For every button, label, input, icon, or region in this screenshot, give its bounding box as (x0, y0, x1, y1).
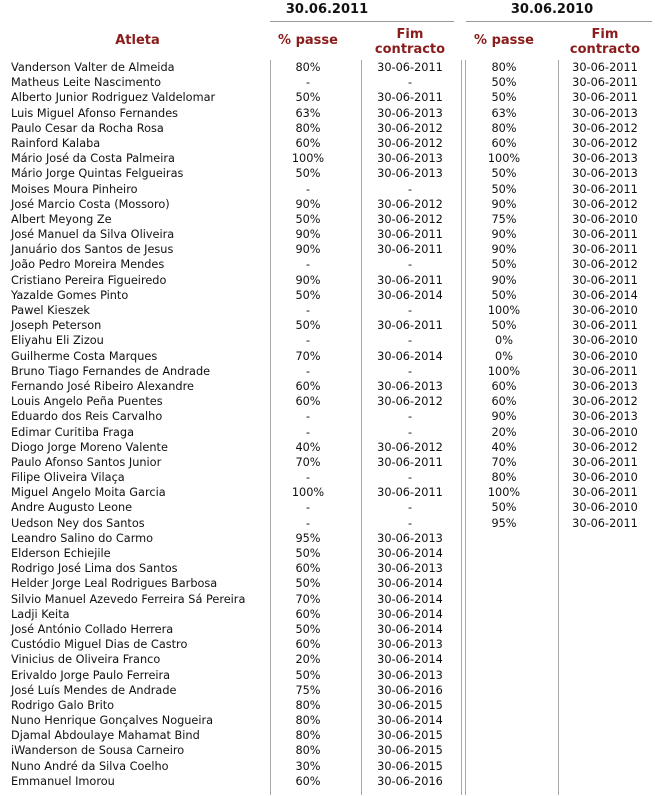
fim-2011-cell: 30-06-2013 (377, 638, 443, 652)
fim-2011-cell: 30-06-2012 (377, 395, 443, 409)
pct-2011-cell: 95% (295, 531, 321, 545)
pct-2011-cell: - (305, 304, 311, 317)
pct-2010-cell: 40% (491, 440, 517, 454)
fim-2011-cell: 30-06-2011 (377, 486, 443, 500)
athlete-name: Custódio Miguel Dias de Castro (11, 638, 188, 652)
table-row (0, 394, 655, 409)
pct-2011-cell: 90% (295, 273, 321, 287)
athlete-name: Rodrigo Galo Brito (11, 698, 115, 712)
table-row (0, 90, 655, 105)
pct-2011-cell: 90% (295, 197, 321, 211)
pct-2011-cell: 90% (295, 228, 321, 242)
table-row (0, 546, 655, 561)
period-2010-underline (466, 21, 652, 22)
fim-2011-cell: 30-06-2014 (377, 577, 443, 591)
pct-2010-cell: 50% (491, 167, 517, 181)
athlete-name: José António Collado Herrera (11, 622, 174, 636)
athlete-name: Erivaldo Jorge Paulo Ferreira (11, 668, 171, 682)
athlete-name: Paulo Cesar da Rocha Rosa (11, 121, 164, 135)
pct-2011-cell: 50% (295, 577, 321, 591)
athlete-name: Cristiano Pereira Figueiredo (11, 273, 167, 287)
fim-2010-cell: 30-06-2010 (572, 471, 638, 485)
table-row (0, 607, 655, 622)
athlete-name: José Luís Mendes de Andrade (11, 683, 177, 697)
table-row (0, 349, 655, 364)
fim-2011-cell: 30-06-2014 (377, 607, 443, 621)
period-2010-heading: 30.06.2010 (510, 2, 594, 17)
fim-2010-cell: 30-06-2011 (572, 76, 638, 90)
fim-2011-cell: 30-06-2015 (377, 759, 443, 773)
table-row (0, 409, 655, 424)
fim-2010-cell: 30-06-2012 (572, 440, 638, 454)
fim-2011-cell: 30-06-2014 (377, 622, 443, 636)
pct-2010-cell: 100% (487, 486, 521, 500)
pct-2010-cell: 63% (491, 106, 517, 120)
fim-2010-cell: 30-06-2013 (572, 379, 638, 393)
fim-2011-cell: - (407, 410, 413, 424)
table-row (0, 60, 655, 75)
fim-2010-cell: 30-06-2012 (572, 121, 638, 135)
athlete-name: Eduardo dos Reis Carvalho (11, 410, 163, 424)
table-row (0, 106, 655, 121)
fim-2011-cell: 30-06-2014 (377, 592, 443, 606)
fim-2010-cell: 30-06-2010 (572, 349, 638, 363)
athlete-name: Fernando José Ribeiro Alexandre (11, 379, 194, 393)
table-row (0, 516, 655, 531)
table-row (0, 455, 655, 470)
athlete-name: Nuno Henrique Gonçalves Nogueira (11, 714, 214, 728)
athlete-name: iWanderson de Sousa Carneiro (11, 744, 185, 758)
pct-2010-cell: 90% (491, 243, 517, 257)
pct-2010-cell: 60% (491, 379, 517, 393)
fim-2010-cell: 30-06-2013 (572, 410, 638, 424)
athlete-name: Andre Augusto Leone (11, 501, 133, 515)
fim-2011-cell: - (407, 76, 413, 90)
athlete-name: Vinicius de Oliveira Franco (11, 653, 161, 667)
pct-2011-cell: - (305, 76, 311, 90)
fim-2010-cell: 30-06-2011 (572, 486, 638, 500)
fim-2011-cell: 30-06-2012 (377, 136, 443, 150)
pct-2010-cell: 50% (491, 91, 517, 105)
pct-2011-cell: 60% (295, 379, 321, 393)
athlete-name: Matheus Leite Nascimento (11, 76, 162, 90)
fim-2011-cell: 30-06-2011 (377, 273, 443, 287)
pct-2011-cell: 75% (295, 683, 321, 697)
athlete-name: Leandro Salino do Carmo (11, 531, 154, 545)
pct-2010-cell: 0% (495, 334, 513, 348)
pct-2010-cell: 50% (491, 501, 517, 515)
pct-2011-cell: 60% (295, 607, 321, 621)
pct-2010-cell: 90% (491, 273, 517, 287)
period-2011-underline (270, 21, 454, 22)
table-row (0, 318, 655, 333)
pct-2010-cell: 70% (491, 455, 517, 469)
table-row (0, 531, 655, 546)
pct-2011-cell: 80% (295, 698, 321, 712)
pct-2011-cell: - (305, 182, 311, 196)
pct-2011-cell: 30% (295, 759, 321, 773)
pct-2011-cell: 60% (295, 136, 321, 150)
table-row (0, 576, 655, 591)
fim-2011-cell: 30-06-2011 (377, 455, 443, 469)
pct-2011-cell: - (305, 364, 311, 378)
pct-2011-column-header: % passe (278, 33, 338, 48)
table-row (0, 622, 655, 637)
pct-2011-cell: 80% (295, 121, 321, 135)
fim-2010-cell: 30-06-2011 (572, 91, 638, 105)
fim-2010-cell: 30-06-2010 (572, 304, 638, 317)
table-row (0, 774, 655, 789)
athlete-name: Rainford Kalaba (11, 136, 101, 150)
athlete-name: Paulo Afonso Santos Junior (11, 455, 162, 469)
table-row (0, 485, 655, 500)
pct-2011-cell: 70% (295, 349, 321, 363)
athlete-name: Mário Jorge Quintas Felgueiras (11, 167, 184, 181)
table-row (0, 273, 655, 288)
pct-2011-cell: 70% (295, 455, 321, 469)
table-row (0, 728, 655, 743)
pct-2011-cell: 50% (295, 622, 321, 636)
pct-2010-cell: 50% (491, 319, 517, 333)
pct-2010-cell: 50% (491, 182, 517, 196)
athlete-name: Uedson Ney dos Santos (11, 516, 145, 530)
pct-2010-cell: 95% (491, 516, 517, 530)
fim-2011-cell: 30-06-2015 (377, 744, 443, 758)
athlete-name: Eliyahu Eli Zizou (11, 334, 104, 348)
fim-2010-cell: 30-06-2011 (572, 228, 638, 242)
pct-2011-cell: 100% (291, 486, 325, 500)
pct-2010-cell: 75% (491, 212, 517, 226)
table-row (0, 440, 655, 455)
fim-2010-cell: 30-06-2011 (572, 319, 638, 333)
pct-2011-cell: - (305, 501, 311, 515)
fim-2011-cell: 30-06-2013 (377, 106, 443, 120)
table-row (0, 197, 655, 212)
fim-2011-cell: 30-06-2014 (377, 653, 443, 667)
fim-2011-cell: 30-06-2013 (377, 167, 443, 181)
pct-2011-cell: 80% (295, 61, 321, 74)
fim-2011-cell: 30-06-2016 (377, 683, 443, 697)
pct-2011-cell: 80% (295, 729, 321, 743)
table-row (0, 212, 655, 227)
pct-2011-cell: 60% (295, 562, 321, 576)
fim-2011-cell: 30-06-2014 (377, 288, 443, 302)
pct-2011-cell: 50% (295, 319, 321, 333)
athlete-column-header: Atleta (115, 33, 160, 48)
fim-2011-cell: 30-06-2016 (377, 774, 443, 788)
fim-2010-cell: 30-06-2011 (572, 61, 638, 74)
pct-2011-cell: 60% (295, 638, 321, 652)
athlete-name: José Marcio Costa (Mossoro) (11, 197, 170, 211)
athlete-name: Miguel Angelo Moita Garcia (11, 486, 166, 500)
fim-2011-cell: - (407, 334, 413, 348)
table-row (0, 121, 655, 136)
pct-2011-cell: 50% (295, 288, 321, 302)
athlete-name: Silvio Manuel Azevedo Ferreira Sá Pereira (11, 592, 246, 606)
athlete-name: Nuno André da Silva Coelho (11, 759, 169, 773)
fim-2011-cell: - (407, 182, 413, 196)
table-row (0, 759, 655, 774)
pct-2010-cell: 80% (491, 471, 517, 485)
athlete-name: Moises Moura Pinheiro (11, 182, 138, 196)
table-row (0, 136, 655, 151)
athlete-name: João Pedro Moreira Mendes (11, 258, 165, 272)
pct-2010-cell: 90% (491, 197, 517, 211)
pct-2011-cell: 50% (295, 167, 321, 181)
table-row (0, 182, 655, 197)
fim-2010-cell: 30-06-2010 (572, 212, 638, 226)
fim-2011-cell: - (407, 364, 413, 378)
pct-2011-cell: 50% (295, 547, 321, 560)
fim-2011-cell: 30-06-2011 (377, 319, 443, 333)
athlete-name: Januário dos Santos de Jesus (11, 243, 174, 257)
fim-2011-cell: 30-06-2014 (377, 349, 443, 363)
fim-2011-cell: 30-06-2015 (377, 698, 443, 712)
athlete-name: Albert Meyong Ze (11, 212, 112, 226)
athlete-name: Ladji Keita (11, 607, 70, 621)
athlete-name: Diogo Jorge Moreno Valente (11, 440, 168, 454)
pct-2011-cell: 90% (295, 243, 321, 257)
table-row (0, 637, 655, 652)
fim-2010-cell: 30-06-2010 (572, 501, 638, 515)
pct-2011-cell: 50% (295, 212, 321, 226)
table-row (0, 257, 655, 272)
pct-2010-cell: 0% (495, 349, 513, 363)
table-row (0, 333, 655, 348)
pct-2010-cell: 50% (491, 288, 517, 302)
table-row (0, 75, 655, 90)
pct-2010-cell: 50% (491, 258, 517, 272)
table-row (0, 668, 655, 683)
pct-2011-cell: 50% (295, 91, 321, 105)
table-row (0, 683, 655, 698)
pct-2011-cell: 63% (295, 106, 321, 120)
athlete-name: Edimar Curitiba Fraga (11, 425, 135, 439)
table-row (0, 227, 655, 242)
fim-2011-cell: 30-06-2011 (377, 61, 443, 74)
pct-2010-cell: 100% (487, 152, 521, 166)
athlete-name: Mário José da Costa Palmeira (11, 152, 175, 166)
fim-2010-cell: 30-06-2010 (572, 334, 638, 348)
fim-2011-cell: 30-06-2013 (377, 562, 443, 576)
fim-2011-cell: 30-06-2013 (377, 668, 443, 682)
athlete-name: Vanderson Valter de Almeida (11, 61, 175, 74)
fim-2010-cell: 30-06-2014 (572, 288, 638, 302)
table-row (0, 303, 655, 318)
table-row (0, 242, 655, 257)
fim-2011-cell: 30-06-2013 (377, 152, 443, 166)
pct-2011-cell: 20% (295, 653, 321, 667)
table-row (0, 698, 655, 713)
fim-2010-column-header: Fim contracto (569, 27, 641, 57)
pct-2011-cell: - (305, 258, 311, 272)
pct-2010-cell: 60% (491, 136, 517, 150)
fim-2011-cell: - (407, 471, 413, 485)
table-row (0, 151, 655, 166)
fim-2011-cell: 30-06-2014 (377, 547, 443, 560)
pct-2011-cell: 40% (295, 440, 321, 454)
table-row (0, 379, 655, 394)
fim-2011-cell: 30-06-2012 (377, 212, 443, 226)
fim-2010-cell: 30-06-2011 (572, 273, 638, 287)
pct-2011-cell: - (305, 410, 311, 424)
fim-2011-cell: - (407, 304, 413, 317)
athlete-name: Rodrigo José Lima dos Santos (11, 562, 178, 576)
pct-2010-cell: 80% (491, 121, 517, 135)
pct-2011-cell: 100% (291, 152, 325, 166)
fim-2010-cell: 30-06-2012 (572, 197, 638, 211)
fim-2010-cell: 30-06-2010 (572, 425, 638, 439)
table-row (0, 425, 655, 440)
pct-2010-cell: 90% (491, 228, 517, 242)
table-row (0, 561, 655, 576)
fim-2010-cell: 30-06-2012 (572, 258, 638, 272)
athlete-name: Joseph Peterson (11, 319, 102, 333)
fim-2010-cell: 30-06-2013 (572, 167, 638, 181)
fim-2010-cell: 30-06-2011 (572, 455, 638, 469)
athlete-name: Elderson Echiejile (11, 547, 111, 560)
pct-2010-cell: 80% (491, 61, 517, 74)
fim-2011-cell: 30-06-2012 (377, 197, 443, 211)
athlete-name: Emmanuel Imorou (11, 774, 115, 788)
athlete-name: Pawel Kieszek (11, 304, 90, 317)
athlete-name: Louis Angelo Peña Puentes (11, 395, 163, 409)
table-body (0, 60, 655, 789)
period-2011-heading: 30.06.2011 (285, 2, 369, 17)
pct-2011-cell: 60% (295, 774, 321, 788)
table-row (0, 166, 655, 181)
fim-2011-cell: - (407, 516, 413, 530)
athlete-name: Alberto Junior Rodriguez Valdelomar (11, 91, 216, 105)
athlete-name: Filipe Oliveira Vilaça (11, 471, 125, 485)
athlete-name: Djamal Abdoulaye Mahamat Bind (11, 729, 200, 743)
pct-2010-column-header: % passe (474, 33, 534, 48)
pct-2011-cell: - (305, 516, 311, 530)
pct-2010-cell: 100% (487, 304, 521, 317)
athlete-name: Luis Miguel Afonso Fernandes (11, 106, 179, 120)
pct-2010-cell: 90% (491, 410, 517, 424)
pct-2010-cell: 50% (491, 76, 517, 90)
fim-2011-cell: 30-06-2013 (377, 379, 443, 393)
pct-2011-cell: - (305, 425, 311, 439)
fim-2011-cell: 30-06-2014 (377, 714, 443, 728)
fim-2010-cell: 30-06-2012 (572, 395, 638, 409)
fim-2011-cell: - (407, 425, 413, 439)
table-row (0, 592, 655, 607)
pct-2011-cell: - (305, 334, 311, 348)
fim-2011-cell: 30-06-2011 (377, 243, 443, 257)
pct-2010-cell: 100% (487, 364, 521, 378)
fim-2011-cell: 30-06-2013 (377, 531, 443, 545)
fim-2011-cell: - (407, 501, 413, 515)
fim-2011-cell: 30-06-2011 (377, 91, 443, 105)
athlete-name: Yazalde Gomes Pinto (11, 288, 129, 302)
table-row (0, 288, 655, 303)
athlete-name: José Manuel da Silva Oliveira (11, 228, 175, 242)
fim-2010-cell: 30-06-2011 (572, 243, 638, 257)
pct-2010-cell: 20% (491, 425, 517, 439)
fim-2011-column-header: Fim contracto (374, 27, 446, 57)
table-row (0, 470, 655, 485)
fim-2010-cell: 30-06-2013 (572, 152, 638, 166)
pct-2011-cell: 60% (295, 395, 321, 409)
pct-2011-cell: 50% (295, 668, 321, 682)
fim-2010-cell: 30-06-2013 (572, 106, 638, 120)
fim-2010-cell: 30-06-2011 (572, 364, 638, 378)
pct-2011-cell: 80% (295, 714, 321, 728)
pct-2011-cell: - (305, 471, 311, 485)
fim-2011-cell: 30-06-2012 (377, 440, 443, 454)
table-row (0, 713, 655, 728)
pct-2011-cell: 70% (295, 592, 321, 606)
table-row (0, 364, 655, 379)
pct-2010-cell: 60% (491, 395, 517, 409)
athlete-name: Helder Jorge Leal Rodrigues Barbosa (11, 577, 218, 591)
table-row (0, 743, 655, 758)
fim-2011-cell: 30-06-2012 (377, 121, 443, 135)
athlete-name: Guilherme Costa Marques (11, 349, 158, 363)
pct-2011-cell: 80% (295, 744, 321, 758)
fim-2011-cell: 30-06-2011 (377, 228, 443, 242)
fim-2010-cell: 30-06-2011 (572, 516, 638, 530)
table-row (0, 500, 655, 515)
fim-2010-cell: 30-06-2012 (572, 136, 638, 150)
fim-2010-cell: 30-06-2011 (572, 182, 638, 196)
athlete-name: Bruno Tiago Fernandes de Andrade (11, 364, 211, 378)
fim-2011-cell: 30-06-2015 (377, 729, 443, 743)
table-row (0, 652, 655, 667)
fim-2011-cell: - (407, 258, 413, 272)
